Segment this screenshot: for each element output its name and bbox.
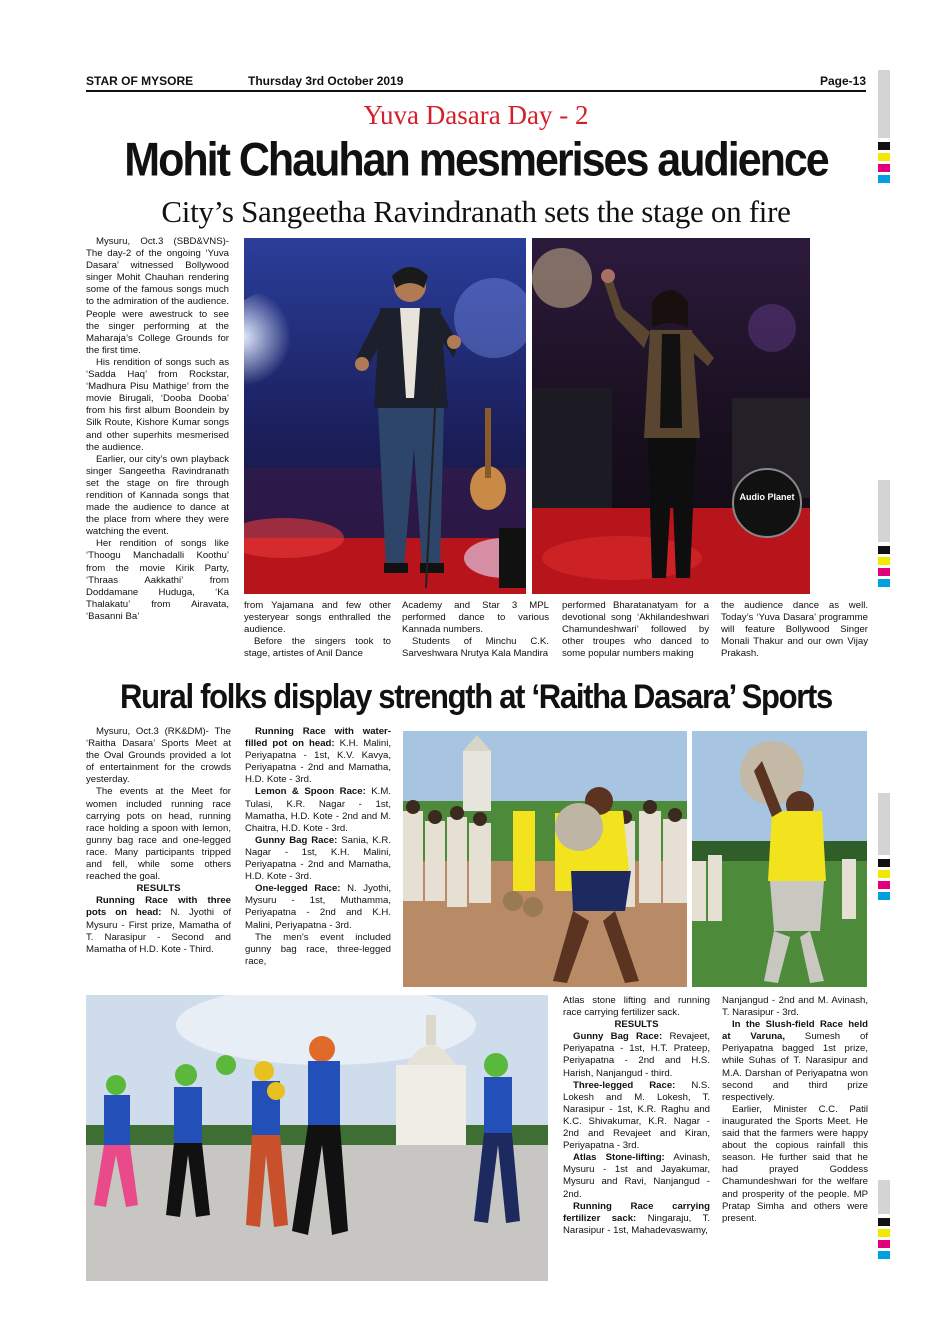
event-name: Running Race carrying fertilizer sack: xyxy=(563,1200,710,1224)
result-text: The men’s event included gunny bag race, three-legged race, xyxy=(245,931,391,967)
paragraph: Earlier, our city’s own playback singer Sangeetha Ravindranath set the stage on fire through rendition of Kannada songs that made the audience to dance at the place from where they were watching the event. xyxy=(86,453,229,538)
result-item xyxy=(245,932,391,968)
story1-column-2 xyxy=(244,600,391,660)
result-item xyxy=(563,1080,710,1153)
paragraph: the audience dance as well. Today’s ‘Yuva Dasara’ programme will feature Bollywood Singer Monali Thakur and our own Vijay Prakash. xyxy=(721,600,868,660)
result-text: Ningaraju, T. Narasipur - 1st, Mahadevaswamy, xyxy=(563,1212,710,1236)
page-number: Page-13 xyxy=(819,74,866,88)
paragraph: performed Bharatanatyam for a devotional song ‘Akhilandeshwari Chamundeshwari’ followed by other troupes who danced to some popular numbers making xyxy=(562,600,709,660)
event-name: In the Slush-field Race held at Varuna, xyxy=(722,1019,868,1043)
result-text: N.S. Lokesh and M. Lokesh, T. Narasipur - 1st, K.R. Raghu and K.C. Shivakumar, K.R. Nagar - 2nd and Revajeet and Kiran, Periyapatna - 3rd. xyxy=(563,1079,710,1152)
event-name: Atlas Stone-lifting: xyxy=(573,1152,665,1164)
photo-sangeetha-ravindranath xyxy=(532,238,810,594)
event-name: Gunny Bag Race: xyxy=(255,834,338,846)
story1-headline: Mohit Chauhan mesmerises audience xyxy=(124,133,828,187)
result-text: K.M. Tulasi, K.R. Nagar - 1st, Mamatha, H.D. Kote - 2nd and M. Chaitra, H.D. Kote - 3rd. xyxy=(245,786,392,834)
paragraph: from Yajamana and few other yesteryear songs enthralled the audience. xyxy=(244,600,391,636)
result-item xyxy=(563,1152,710,1200)
paragraph: Mysuru, Oct.3 (RK&DM)- The ‘Raitha Dasara’ Sports Meet at the Oval Grounds provided a lot of entertainment for the crowds yesterday. xyxy=(86,726,231,786)
story1-column-4 xyxy=(562,600,709,660)
result-item xyxy=(86,895,231,955)
story2-column-2 xyxy=(245,726,391,968)
story2-column-4 xyxy=(722,995,868,1225)
event-name: Running Race with three pots on head: xyxy=(86,895,231,919)
result-text: Revajeet, Periyapatna - 1st, H.T. Prateep, Periyapatna - 2nd and H.S. Harish, Nanjangud - third. xyxy=(563,1031,710,1079)
photo-stone-lifting-closeup xyxy=(692,731,867,987)
story2-column-3 xyxy=(563,995,710,1237)
story2-headline: Rural folks display strength at ‘Raitha Dasara’ Sports xyxy=(120,677,832,716)
photo-stone-lifting-crowd xyxy=(403,731,687,987)
story2-column-1 xyxy=(86,726,231,956)
result-item xyxy=(245,726,391,786)
result-text: Earlier, Minister C.C. Patil inaugurated the Sports Meet. He said that the farmers were happy about the copious rainfall this season. He further said that he had prayed Goddess Chamundeshwari for the welfare and prosperity of the people. MP Pratap Simha and others were present. xyxy=(722,1103,868,1224)
issue-date: Thursday 3rd October 2019 xyxy=(248,74,404,88)
result-item xyxy=(563,1201,710,1237)
page-header xyxy=(86,72,866,90)
story1-column-5 xyxy=(721,600,868,660)
results-label: RESULTS xyxy=(614,1019,659,1031)
result-text: Avinash, Mysuru - 1st and Jayakumar, Mysuru and Ravi, Nanjangud - 2nd. xyxy=(563,1152,710,1200)
story1-column-3 xyxy=(402,600,549,660)
result-item xyxy=(245,786,391,834)
result-item xyxy=(722,1019,868,1104)
story1-subheadline: City’s Sangeetha Ravindranath sets the stage on fire xyxy=(161,194,791,229)
result-text: Sania, K.R. Nagar - 1st, K.H. Malini, Periyapatna - 2nd and Mamatha, H.D. Kote - 3rd. xyxy=(245,834,391,883)
paragraph: The events at the Meet for women included running race carrying pots on head, running race holding a spoon with lemon, gunny bag race and one-legged race. Many participants tripped and fell, while some others reached the goal. xyxy=(86,786,231,883)
story1-column-1 xyxy=(86,236,229,623)
result-text: N. Jyothi of Mysuru - First prize, Mamatha of T. Narasipur - Second and Mamatha of H.D. Kote - Third. xyxy=(86,907,232,955)
result-text: Nanjangud - 2nd and M. Avinash, T. Narasipur - 3rd. xyxy=(722,995,868,1019)
paragraph: Atlas stone lifting and running race carrying fertilizer sack. xyxy=(563,995,710,1019)
photo-mohit-chauhan xyxy=(244,238,526,594)
paragraph: Mysuru, Oct.3 (SBD&VNS)- The day-2 of the ongoing ‘Yuva Dasara’ witnessed Bollywood singer Mohit Chauhan rendering some of the famous songs much to the admiration of the audience. People were awestruck to see the singer performing at the Maharaja’s College Grounds for the first time. xyxy=(86,236,229,356)
paragraph: His rendition of songs such as ‘Sadda Haq’ from Rockstar, ‘Madhura Pisu Mathige’ from the movie Birugali, ‘Dooba Dooba’ from his first album Boondein by Silk Route, Kishore Kumar songs and other superhits mesmerised the audience. xyxy=(86,356,229,453)
result-text: K.H. Malini, Periyapatna - 1st, K.V. Kavya, Periyapatna - 2nd and Mamatha, H.D. Kote - 3rd. xyxy=(245,738,391,786)
result-item xyxy=(722,1104,868,1225)
results-label: RESULTS xyxy=(136,883,181,895)
registration-marks-2 xyxy=(878,480,890,587)
photo-pot-race xyxy=(86,995,548,1281)
event-name: One-legged Race: xyxy=(255,883,341,895)
event-name: Running Race with water-filled pot on head: xyxy=(245,726,391,750)
event-name: Gunny Bag Race: xyxy=(573,1031,663,1043)
paragraph: Academy and Star 3 MPL performed dance to various Kannada numbers. xyxy=(402,600,549,636)
drum-logo-text: Audio Planet xyxy=(739,492,795,502)
paragraph: Her rendition of songs like ‘Thoogu Manchadalli Koothu’ from the movie Kirik Party, ‘Thraas Aakkathi’ from Doddamane Huduga, ‘Ka Thalakatu’ from Airavata, ‘Basanni Ba’ xyxy=(86,538,229,622)
paragraph: Before the singers took to stage, artistes of Anil Dance xyxy=(244,636,391,660)
registration-marks-3 xyxy=(878,793,890,900)
story1-kicker: Yuva Dasara Day - 2 xyxy=(363,100,589,130)
registration-marks-4 xyxy=(878,1180,890,1259)
result-text: Sumesh of Periyapatna bagged 1st prize, while Suhas of T. Narasipur and M.A. Darshan of Periyapatna won second and third prize respectively. xyxy=(722,1031,868,1103)
result-item xyxy=(245,835,391,883)
result-item xyxy=(722,995,868,1019)
result-item xyxy=(245,883,391,931)
result-text: N. Jyothi, Mysuru - 1st, Muthamma, Periyapatna - 2nd and K.H. Malini, Periyapatna - 3rd. xyxy=(245,883,391,931)
event-name: Three-legged Race: xyxy=(573,1079,676,1091)
event-name: Lemon & Spoon Race: xyxy=(255,786,366,798)
publication-name: STAR OF MYSORE xyxy=(86,74,194,88)
paragraph: Students of Minchu C.K. Sarveshwara Nrutya Kala Mandira xyxy=(402,636,549,660)
registration-marks-1 xyxy=(878,70,890,183)
result-item xyxy=(563,1031,710,1079)
header-rule xyxy=(86,90,866,92)
